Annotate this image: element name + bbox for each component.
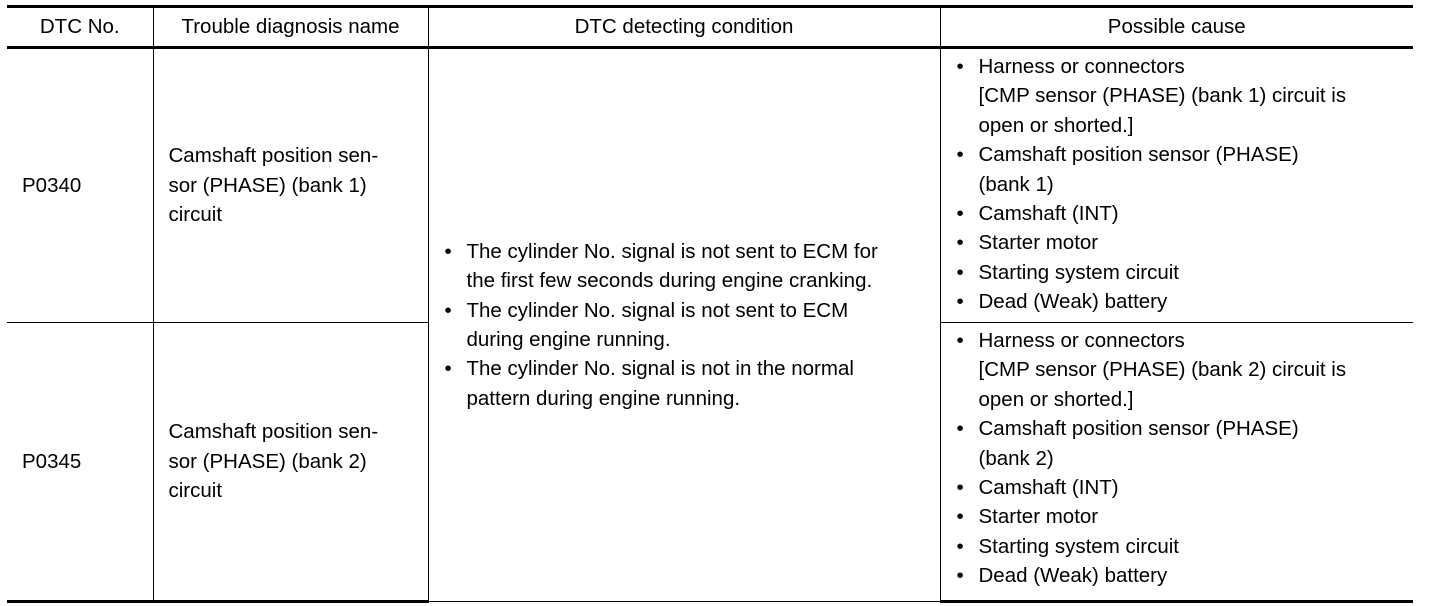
- condition-item: [441, 354, 934, 413]
- cause-item: [953, 199, 1410, 228]
- cause-line: • Camshaft position sensor (PHASE): [978, 143, 1299, 167]
- cause-line: [CMP sensor (PHASE) (bank 1) circuit is: [978, 84, 1347, 108]
- header-detecting-condition: DTC detecting condition: [428, 7, 940, 48]
- diagnosis-name-line: circuit: [168, 479, 223, 503]
- table-header-row: [7, 7, 1413, 48]
- diagnosis-name-line: Camshaft position sen-: [168, 144, 379, 168]
- table-row: [7, 48, 1413, 323]
- condition-item: [441, 237, 934, 296]
- cause-line: • Camshaft (INT): [978, 476, 1119, 500]
- diagnosis-name-line: sor (PHASE) (bank 2): [168, 449, 367, 473]
- dtc-table: [7, 5, 1413, 603]
- cause-line: • Dead (Weak) battery: [978, 564, 1168, 588]
- cause-line: (bank 1): [978, 172, 1054, 196]
- condition-list: [441, 237, 934, 413]
- header-diagnosis-name: Trouble diagnosis name: [153, 7, 428, 48]
- cause-item: [953, 140, 1410, 199]
- cause-item: [953, 228, 1410, 257]
- cause-item: [953, 473, 1410, 502]
- cause-line: • Dead (Weak) battery: [978, 290, 1168, 314]
- condition-line: pattern during engine running.: [466, 386, 741, 410]
- header-possible-cause: Possible cause: [940, 7, 1413, 48]
- diagnosis-name: [153, 48, 428, 323]
- header-dtc-no: DTC No.: [7, 7, 153, 48]
- cause-line: (bank 2): [978, 446, 1054, 470]
- diagnosis-name-line: circuit: [168, 203, 223, 227]
- cause-line: • Camshaft position sensor (PHASE): [978, 417, 1299, 441]
- diagnosis-name-line: Camshaft position sen-: [168, 420, 379, 444]
- cause-list: [953, 326, 1410, 591]
- condition-line: during engine running.: [466, 328, 671, 351]
- cause-item: [953, 561, 1410, 590]
- cause-item: [953, 326, 1410, 414]
- cause-item: [953, 258, 1410, 287]
- cause-line: • Starting system circuit: [978, 534, 1179, 558]
- cause-line: open or shorted.]: [978, 387, 1134, 411]
- possible-cause: [940, 48, 1413, 323]
- diagnosis-name-line: sor (PHASE) (bank 1): [168, 173, 367, 197]
- cause-line: • Starter motor: [978, 505, 1099, 529]
- dtc-code: P0340: [7, 48, 153, 323]
- diagnosis-name: [153, 323, 428, 602]
- cause-line: [CMP sensor (PHASE) (bank 2) circuit is: [978, 358, 1347, 382]
- cause-list: [953, 52, 1410, 317]
- cause-item: [953, 414, 1410, 473]
- detecting-condition: [428, 48, 940, 602]
- cause-item: [953, 502, 1410, 531]
- condition-line: the first few seconds during engine cranking.: [466, 269, 873, 293]
- condition-item: [441, 296, 934, 355]
- cause-line: • Starter motor: [978, 231, 1099, 255]
- cause-item: [953, 287, 1410, 316]
- cause-line: • Camshaft (INT): [978, 202, 1119, 226]
- condition-line: • The cylinder No. signal is not in the normal: [466, 357, 854, 381]
- possible-cause: [940, 323, 1413, 602]
- condition-line: • The cylinder No. signal is not sent to ECM for: [466, 239, 878, 263]
- condition-line: • The cylinder No. signal is not sent to ECM: [466, 298, 849, 322]
- cause-line: open or shorted.]: [978, 113, 1134, 137]
- cause-line: • Harness or connectors: [978, 55, 1185, 78]
- dtc-code: P0345: [7, 323, 153, 602]
- cause-line: • Starting system circuit: [978, 260, 1179, 284]
- cause-item: [953, 532, 1410, 561]
- cause-item: [953, 52, 1410, 140]
- cause-line: • Harness or connectors: [978, 329, 1185, 352]
